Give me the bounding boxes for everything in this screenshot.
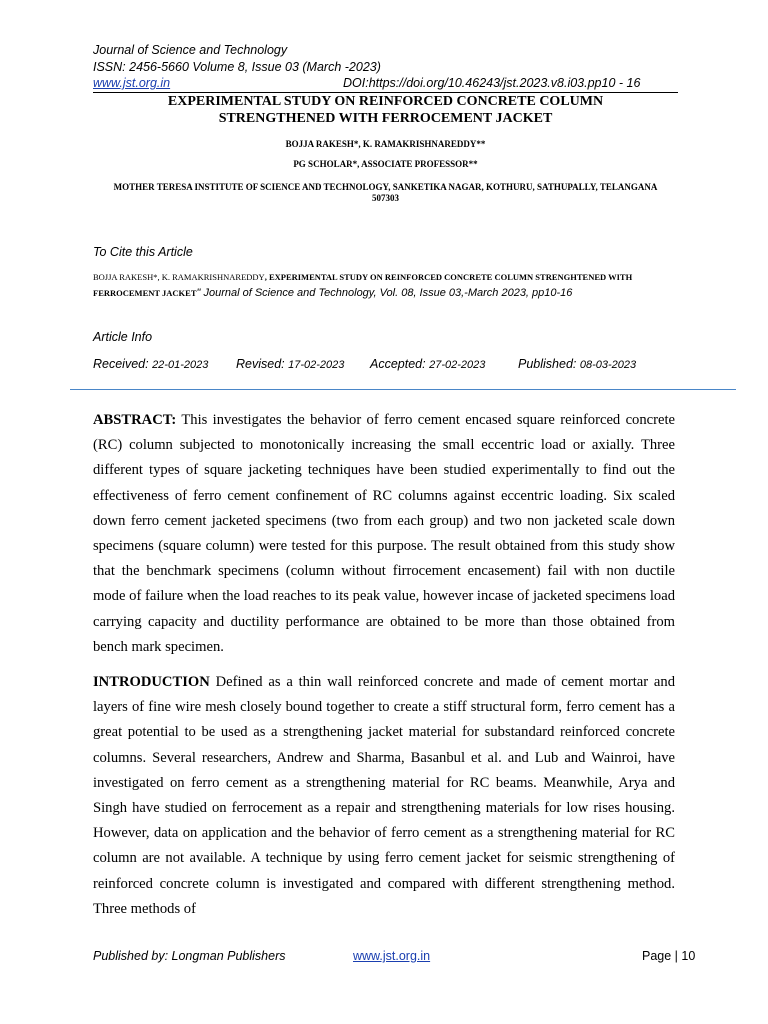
published-date <box>518 356 636 373</box>
revised-date <box>236 356 344 373</box>
citation-title: , EXPERIMENTAL STUDY ON REINFORCED CONCRETE COLUMN STRENGHTENED WITH FERROCEMENT JACKET <box>93 272 633 298</box>
article-info-heading: Article Info <box>93 330 153 344</box>
footer-url-link[interactable]: www.jst.org.in <box>353 949 431 963</box>
author-affiliation: MOTHER TERESA INSTITUTE OF SCIENCE AND TECHNOLOGY, SANKETIKA NAGAR, KOTHURU, SATHUPALLY, TELANGANA 507303 <box>113 182 658 203</box>
accepted-date <box>370 356 485 373</box>
abstract-heading: ABSTRACT: <box>93 412 177 428</box>
paper-title <box>93 93 678 127</box>
footer-publisher: Published by: Longman Publishers <box>93 949 286 963</box>
cite-heading: To Cite this Article <box>93 245 193 259</box>
introduction-heading: INTRODUCTION <box>93 674 210 690</box>
accepted-label: Accepted: <box>370 357 430 371</box>
paper-authors: BOJJA RAKESH*, K. RAMAKRISHNAREDDY** <box>285 139 486 149</box>
article-info-divider <box>70 389 736 390</box>
abstract-paragraph <box>93 408 675 660</box>
footer-page-number: Page | 10 <box>642 949 696 963</box>
citation-authors: BOJJA RAKESH*, K. RAMAKRISHNAREDDY <box>93 272 265 282</box>
received-date <box>93 356 208 373</box>
received-value: 22-01-2023 <box>152 359 209 371</box>
accepted-value: 27-02-2023 <box>429 359 486 371</box>
journal-name: Journal of Science and Technology <box>93 43 288 57</box>
author-roles: PG SCHOLAR*, ASSOCIATE PROFESSOR** <box>293 159 478 169</box>
received-label: Received: <box>93 357 153 371</box>
citation-journal: " Journal of Science and Technology, Vol. 08, Issue 03,-March 2023, pp10-16 <box>196 287 573 299</box>
paper-title-line-1: EXPERIMENTAL STUDY ON REINFORCED CONCRETE COLUMN <box>167 94 604 109</box>
revised-value: 17-02-2023 <box>288 359 345 371</box>
journal-doi: DOI:https://doi.org/10.46243/jst.2023.v8.i03.pp10 - 16 <box>343 76 641 90</box>
published-value: 08-03-2023 <box>579 359 637 371</box>
introduction-text: Defined as a thin wall reinforced concrete and made of cement mortar and layers of fine wire mesh closely bound together to create a stiff structural form, ferro cement has a great potential to be used as a strengthening jacket material for substandard reinforced concrete columns. Several researchers, Andrew and Sharma, Basanbul et al. and Lub and Wainroi, have investigated on ferro cement as a strengthening material for RC beams. Meanwhile, Arya and Singh have studied on ferrocement as a repair and strengthening materials for low rises housing. However, data on application and the behavior of ferro cement as a strengthening material for RC column are not available. A technique by using ferro cement jacket for seismic strengthening of reinforced concrete column is investigated and compared with different strengthening method. Three methods of <box>93 674 675 917</box>
journal-issn: ISSN: 2456-5660 Volume 8, Issue 03 (March -2023) <box>93 60 381 74</box>
paper-title-line-2: STRENGTHENED WITH FERROCEMENT JACKET <box>218 111 553 126</box>
revised-label: Revised: <box>236 357 289 371</box>
citation <box>93 269 668 301</box>
abstract-text: This investigates the behavior of ferro cement encased square reinforced concrete (RC) column subjected to monotonically increasing the small eccentric load or axially. Three different types of square jacketing techniques have been studied experimentally to find out the effectiveness of ferro cement confinement of RC columns against eccentric loading. Six scaled down ferro cement jacketed specimens (two from each group) and two non jacketed scale down specimens (square column) were tested for this purpose. The result obtained from this study show that the benchmark specimens (column without firrocement encasement) fail with non ductile mode of failure when the load reaches to its peak value, however incase of jacketed specimens load carrying capacity and ductility performance are obtained to be more than those obtained from bench mark specimen. <box>93 412 675 655</box>
journal-url-link[interactable]: www.jst.org.in <box>93 76 171 90</box>
published-label: Published: <box>518 357 580 371</box>
introduction-paragraph <box>93 670 675 922</box>
